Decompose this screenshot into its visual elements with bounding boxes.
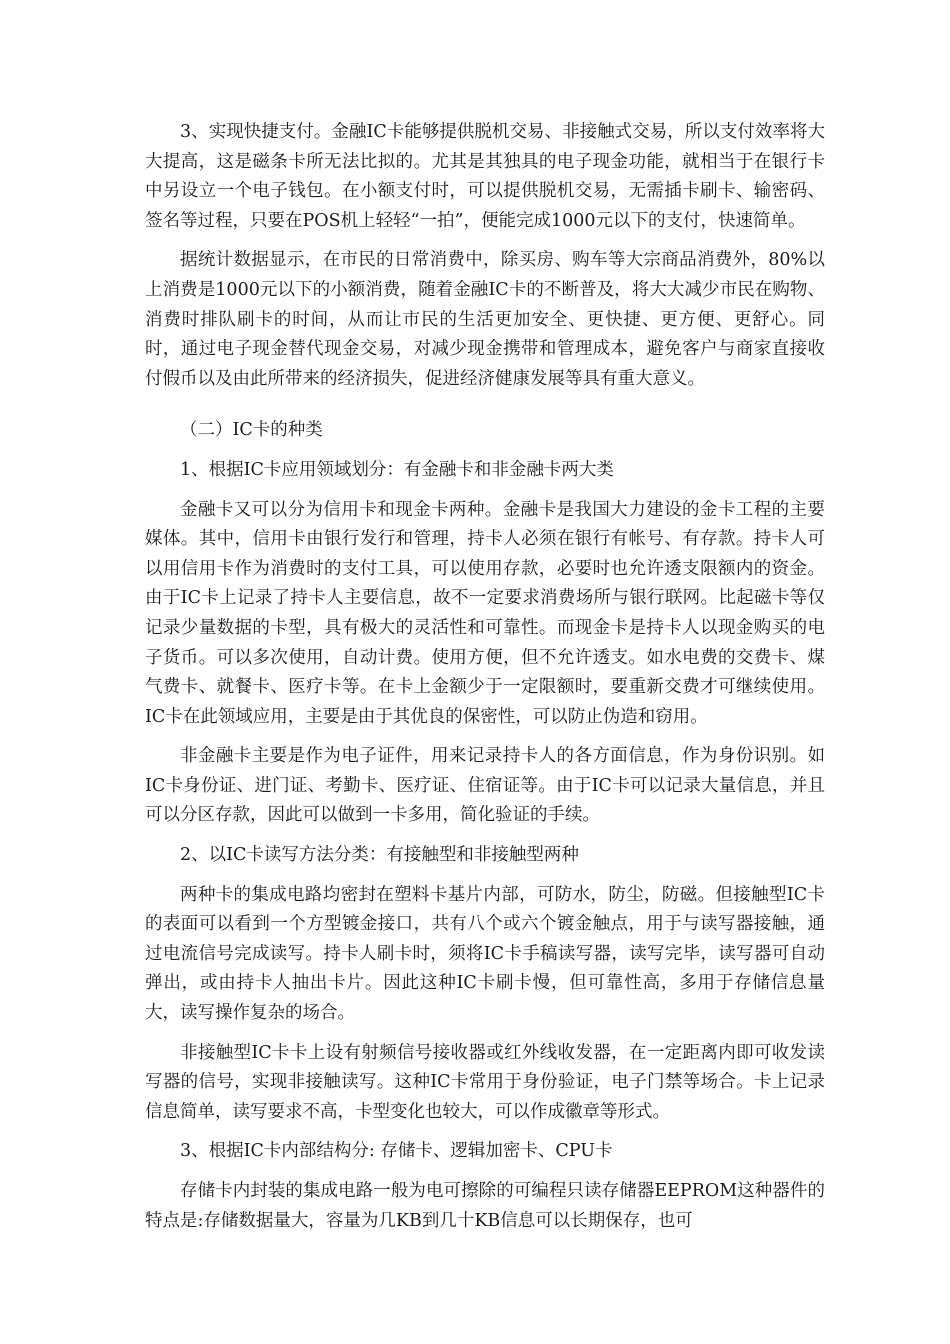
subheading-application-domain: 1、根据IC卡应用领域划分：有金融卡和非金融卡两大类 [180,459,614,480]
paragraph-memory-card: 存储卡内封装的集成电路一般为电可擦除的可编程只读存储器EEPROM这种器件的特点是:存储数据量大，容量为几KB到几十KB信息可以长期保存，也可 [145,1181,825,1231]
subheading-internal-structure: 3、根据IC卡内部结构分: 存储卡、逻辑加密卡、CPU卡 [180,1141,613,1162]
section-heading-ic-card-types: （二）IC卡的种类 [180,420,323,441]
paragraph-fast-payment: 3、实现快捷支付。金融IC卡能够提供脱机交易、非接触式交易，所以支付效率将大大提高，这是磁条卡所无法比拟的。尤其是其独具的电子现金功能，就相当于在银行卡中另设立一个电子钱包。在小额支付时，可以提供脱机交易，无需插卡刷卡、输密码、签名等过程，只要在POS机上轻轻“一拍”，便能完成1000元以下的支付，快速简单。 [145,122,825,231]
paragraph-statistics: 据统计数据显示，在市民的日常消费中，除买房、购车等大宗商品消费外，80%以上消费是1000元以下的小额消费，随着金融IC卡的不断普及，将大大减少市民在购物、消费时排队刷卡的时间，从而让市民的生活更加安全、更快捷、更方便、更舒心。同时，通过电子现金替代现金交易，对减少现金携带和管理成本，避免客户与商家直接收付假币以及由此所带来的经济损失，促进经济健康发展等具有重大意义。 [145,250,825,389]
paragraph-contact-card: 两种卡的集成电路均密封在塑料卡基片内部，可防水，防尘，防磁。但接触型IC卡的表面可以看到一个方型镀金接口，共有八个或六个镀金触点，用于与读写器接触，通过电流信号完成读写。持卡人刷卡时，须将IC卡手稿读写器，读写完毕，读写器可自动弹出，或由持卡人抽出卡片。因此这种IC卡刷卡慢，但可靠性高，多用于存储信息量大，读写操作复杂的场合。 [145,884,825,1024]
subheading-read-write-method: 2、以IC卡读写方法分类：有接触型和非接触型两种 [180,845,579,866]
paragraph-non-financial-card: 非金融卡主要是作为电子证件，用来记录持卡人的各方面信息，作为身份识别。如IC卡身份证、进门证、考勤卡、医疗证、住宿证等。由于IC卡可以记录大量信息，并且可以分区存款，因此可以做到一卡多用，简化验证的手续。 [145,746,825,826]
paragraph-contactless-card: 非接触型IC卡卡上设有射频信号接收器或红外线收发器，在一定距离内即可收发读写器的信号，实现非接触读写。这种IC卡常用于身份验证，电子门禁等场合。卡上记录信息简单，读写要求不高，卡型变化也较大，可以作成徽章等形式。 [145,1042,825,1122]
paragraph-financial-card: 金融卡又可以分为信用卡和现金卡两种。金融卡是我国大力建设的金卡工程的主要媒体。其中，信用卡由银行发行和管理，持卡人必须在银行有帐号、有存款。持卡人可以用信用卡作为消费时的支付工具，可以使用存款，必要时也允许透支限额内的资金。由于IC卡上记录了持卡人主要信息，故不一定要求消费场所与银行联网。比起磁卡等仅记录少量数据的卡型，具有极大的灵活性和可靠性。而现金卡是持卡人以现金购买的电子货币。可以多次使用，自动计费。使用方便，但不允许透支。如水电费的交费卡、煤气费卡、就餐卡、医疗卡等。在卡上金额少于一定限额时，要重新交费才可继续使用。IC卡在此领域应用，主要是由于其优良的保密性，可以防止伪造和窃用。 [145,499,825,727]
document-page [145,118,825,1246]
